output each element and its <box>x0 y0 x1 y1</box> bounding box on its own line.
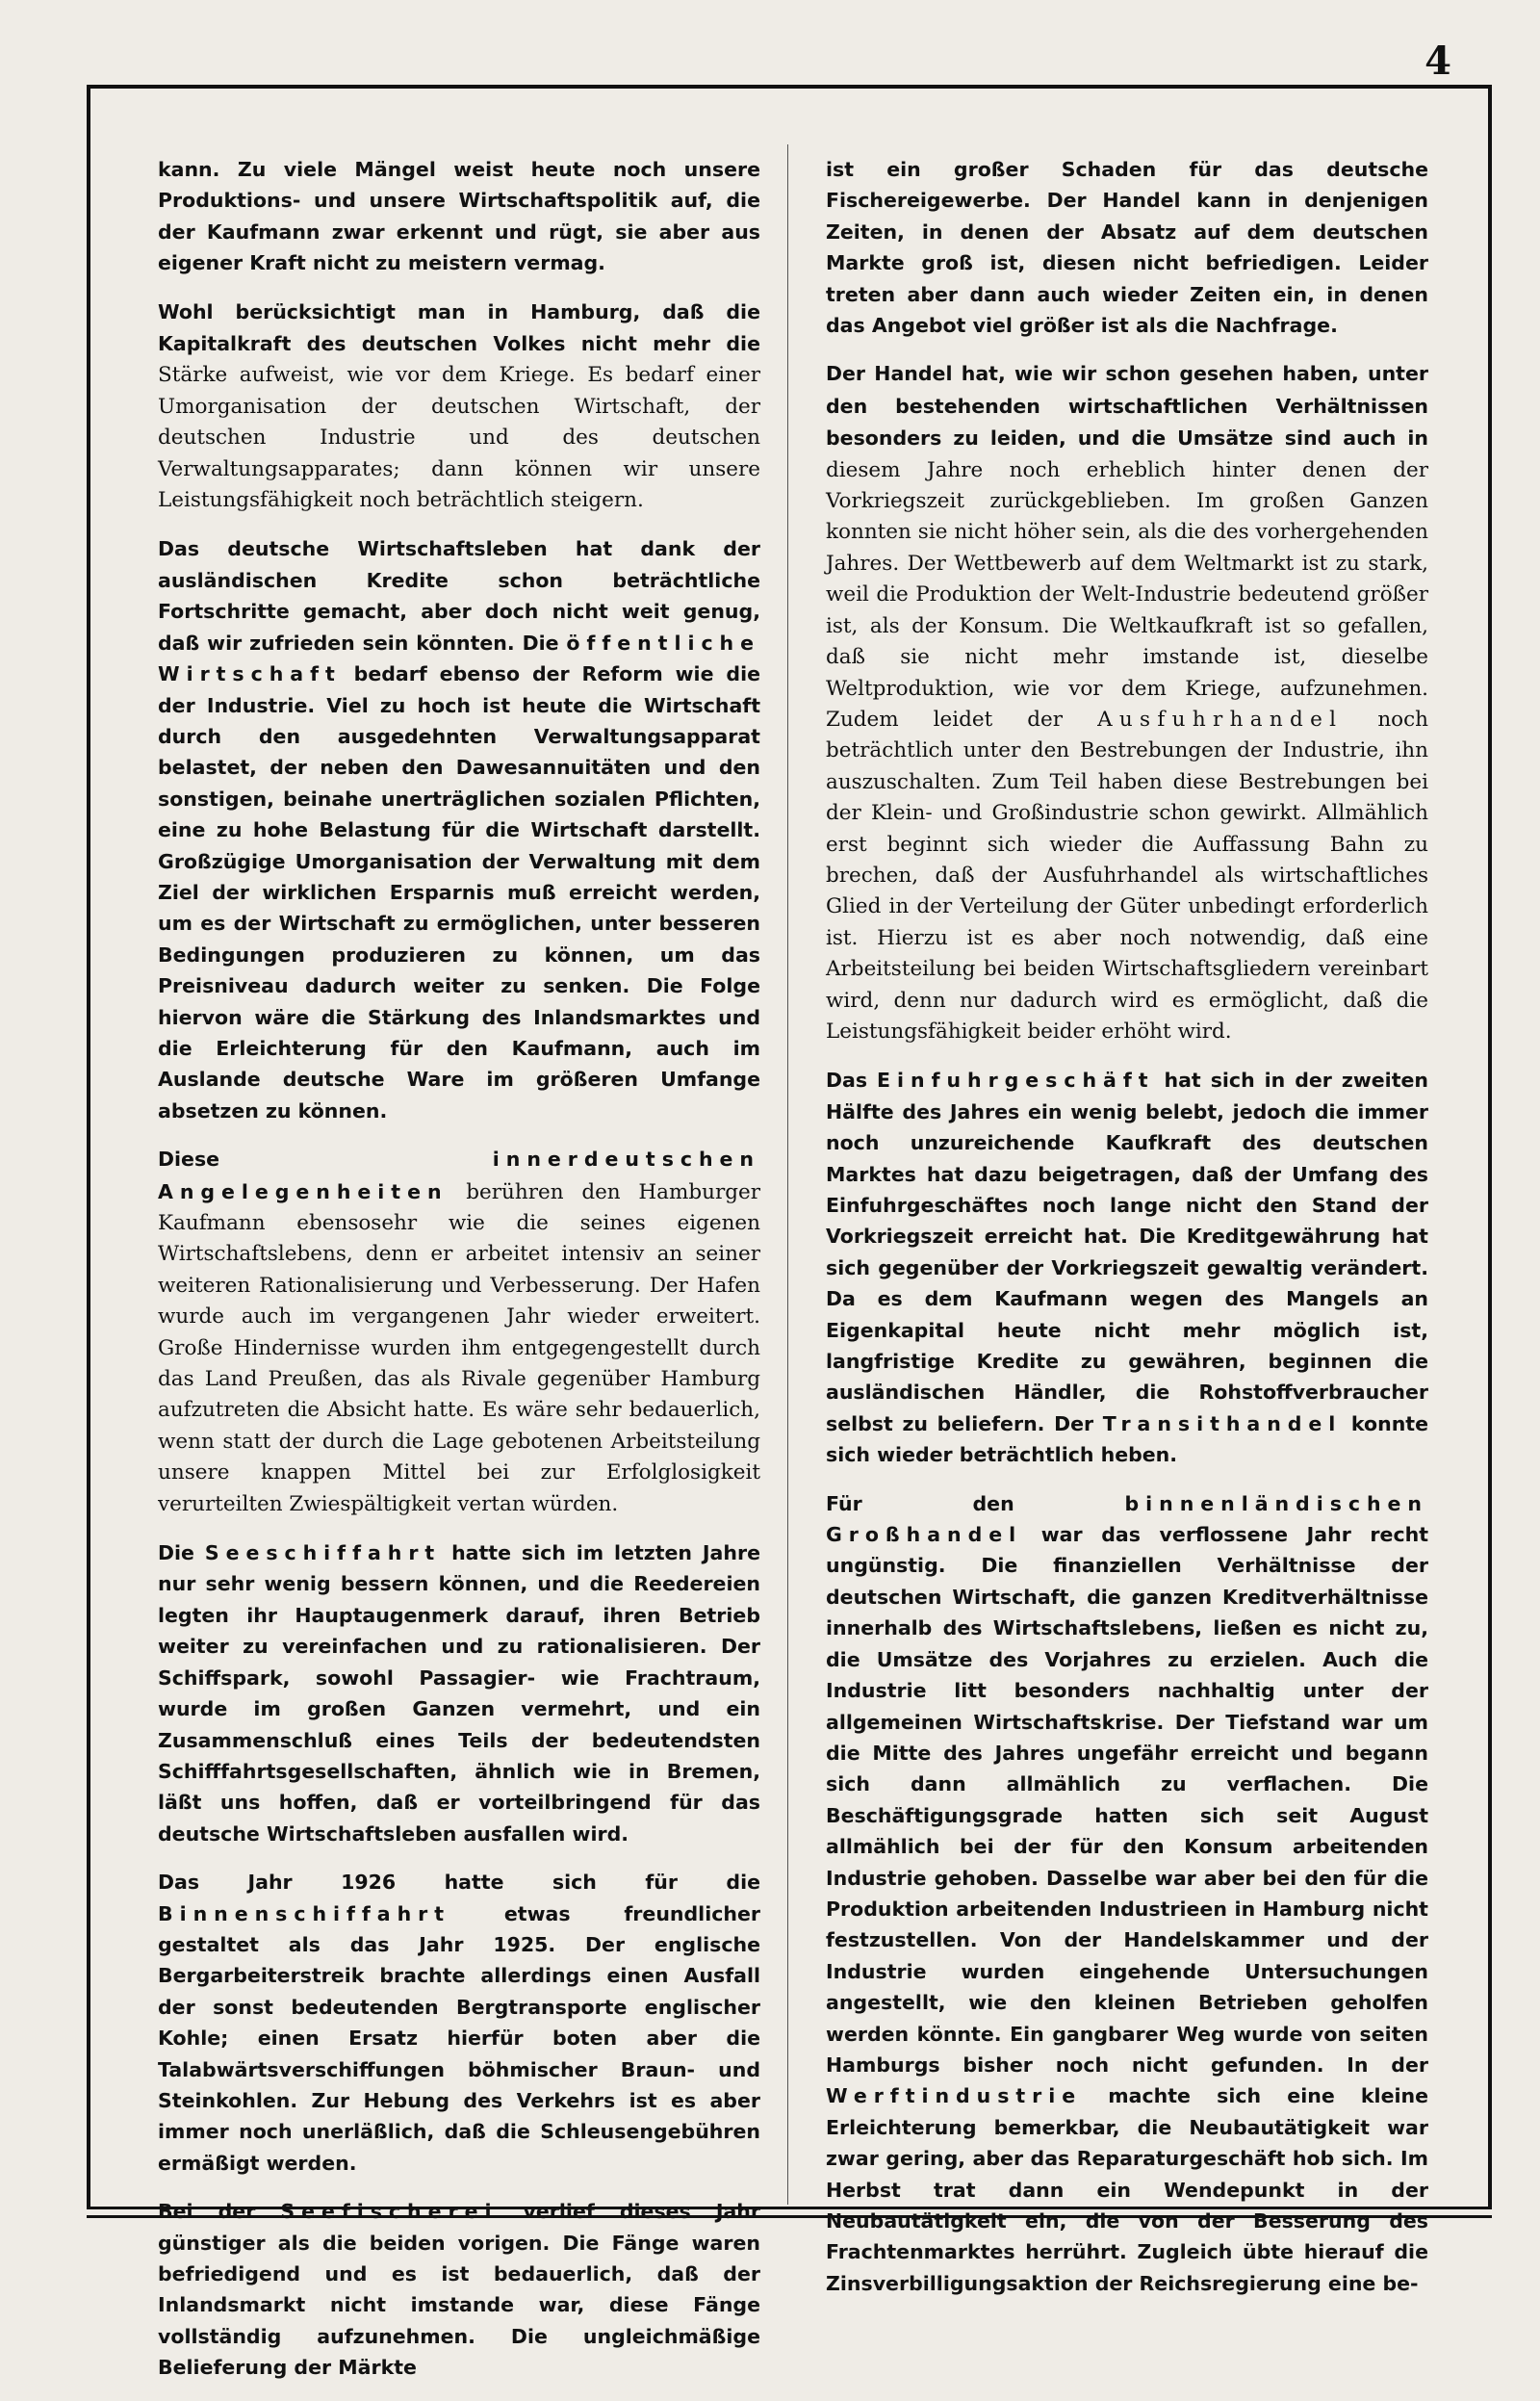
paragraph <box>158 297 760 517</box>
emphasized-term: Seeschiffahrt <box>204 1541 442 1565</box>
text: Diese <box>158 1148 493 1172</box>
text: berühren den Hamburger Kaufmann ebensosehr wie die seines eigenen Wirtschaftslebens, denn er arbeitet intensiv an seiner weiteren Rationalisierung und Verbesserung. Der Hafen wurde auch im vergangenen Jahr wieder erweitert. Große Hindernisse wurden ihm entgegengestellt durch das Land Preußen, das als Rivale gegenüber Hamburg aufzutreten die Absicht hatte. Es wäre sehr bedauerlich, wenn statt der durch die Lage gebotenen Arbeitsteilung unsere knappen Mittel bei zur Erfolglosigkeit verurteilten Zwiespältigkeit vertan würden. <box>158 1179 760 1516</box>
text: hatte sich im letzten Jahre nur sehr wenig bessern können, und die Reedereien legten ihr Hauptaugenmerk darauf, ihren Betrieb weiter zu vereinfachen und zu rationalisieren. Der Schiffspark, sowohl Passagier- wie Frachtraum, wurde im großen Ganzen vermehrt, und ein Zusammenschluß eines Teils der bedeutendsten Schifffahrtsgesellschaften, ähnlich wie in Bremen, läßt uns hoffen, daß er vorteilbringend für das deutsche Wirtschaftsleben ausfallen wird. <box>158 1541 760 1846</box>
emphasized-term: öffentliche Wirtschaft <box>158 631 760 686</box>
page-number: 4 <box>1424 39 1451 84</box>
text: war das verflossene Jahr recht ungünstig. Die finanziellen Verhältnisse der deutschen Wirtschaft, die ganzen Kreditverhältnisse innerhalb des Wirtschaftslebens, ließen es nicht zu, die Umsätze des Vorjahres zu erzielen. Auch die Industrie litt besonders nachhaltig unter der allgemeinen Wirtschaftskrise. Der Tiefstand war um die Mitte des Jahres ungefähr erreicht und begann sich dann allmählich zu verflachen. Die Beschäftigungsgrade hatten sich seit August allmählich bei der für den Konsum arbeitenden Industrie gehoben. Dasselbe war aber bei den für die Produktion arbeitenden Industrieen in Hamburg nicht festzustellen. Von der Handelskammer und der Industrie wurden eingehende Untersuchungen angestellt, wie den kleinen Betrieben geholfen werden könnte. Ein gangbarer Weg wurde von seiten Hamburgs bisher noch nicht gefunden. In der <box>826 1523 1428 2077</box>
text: Stärke aufweist, wie vor dem Kriege. Es bedarf einer Umorganisation der deutschen Wirtschaft, der deutschen Industrie und des deutschen Verwaltungsapparates; dann können wir unsere Leistungsfähigkeit noch beträchtlich steigern. <box>158 363 760 513</box>
text: kann. Zu viele Mängel weist heute noch unsere Produktions- und unsere Wirtschaftspolitik auf, die der Kaufmann zwar erkennt und rügt, sie aber aus eigener Kraft nicht zu meistern vermag. <box>158 158 760 275</box>
right-column <box>826 154 1428 2316</box>
text: konnte sich wieder beträchtlich heben. <box>826 1411 1428 1467</box>
emphasized-term: innerdeutschen Angelegenheiten <box>158 1148 760 1203</box>
text: hat sich in der zweiten Hälfte des Jahres ein wenig belebt, jedoch die immer noch unzureichende Kaufkraft des deutschen Marktes hat dazu beigetragen, daß der Umfang des Einfuhrgeschäftes noch lange nicht den Stand der Vorkriegszeit erreicht hat. Die Kreditgewährung hat sich gegenüber der Vorkriegszeit gewaltig verändert. Da es dem Kaufmann wegen des Mangels an Eigenkapital heute nicht mehr möglich ist, langfristige Kredite zu gewähren, beginnen die ausländischen Händler, die Rohstoffverbraucher selbst zu beliefern. Der <box>826 1069 1428 1435</box>
text: Der Handel hat, wie wir schon gesehen haben, unter den bestehenden wirtschaftlichen Verhältnissen besonders zu leiden, und die Umsätze sind auch in <box>826 362 1428 451</box>
text: machte sich eine kleine Erleichterung bemerkbar, die Neubautätigkeit war zwar gering, aber das Reparaturgeschäft hob sich. Im Herbst trat dann ein Wendepunkt in der Neubautätigkeit ein, die von der Besserung des Frachtenmarktes herrührt. Zugleich übte hierauf die Zinsverbilligungsaktion der Reichsregierung eine be- <box>826 2084 1428 2295</box>
paragraph <box>158 1144 760 1520</box>
text: Für den <box>826 1491 1125 1515</box>
text: Das deutsche Wirtschaftsleben hat dank der ausländischen Kredite schon beträchtliche Fortschritte gemacht, aber doch nicht weit genug, daß wir zufrieden sein könnten. Die <box>158 537 760 655</box>
paragraph <box>826 1065 1428 1470</box>
paragraph <box>158 154 760 279</box>
text: noch beträchtlich unter den Bestrebungen der Industrie, ihn auszuschalten. Zum Teil haben diese Bestrebungen bei der Klein- und Großindustrie schon gewirkt. Allmählich erst beginnt sich wieder die Auffassung Bahn zu brechen, daß der Ausfuhrhandel als wirtschaftliches Glied in der Verteilung der Güter unbedingt erforderlich ist. Hierzu ist es aber noch notwendig, daß eine Arbeitsteilung bei beiden Wirtschaftsgliedern vereinbart wird, denn nur dadurch wird es ermöglicht, daß die Leistungsfähigkeit beider erhöht wird. <box>826 707 1429 1044</box>
text: etwas freundlicher gestaltet als das Jahr 1925. Der englische Bergarbeiterstreik brachte allerdings einen Ausfall der sonst bedeutenden Bergtransporte englischer Kohle; einen Ersatz hierfür boten aber die Talabwärtsverschiffungen böhmischer Braun- und Steinkohlen. Zur Hebung des Verkehrs ist es aber immer noch unerläßlich, daß die Schleusengebühren ermäßigt werden. <box>158 1901 760 2175</box>
paragraph <box>158 2196 760 2383</box>
paragraph <box>158 533 760 1126</box>
emphasized-term: Transithandel <box>1102 1411 1343 1435</box>
paragraph <box>826 154 1428 341</box>
text: Das <box>826 1069 878 1093</box>
emphasized-term: Seefischerei <box>280 2200 499 2224</box>
paragraph <box>826 358 1428 1047</box>
emphasized-term: binnenländischen Großhandel <box>826 1491 1428 1547</box>
paragraph <box>158 1867 760 2179</box>
text: verlief dieses Jahr günstiger als die beiden vorigen. Die Fänge waren befriedigend und es ist bedauerlich, daß der Inlandsmarkt nicht imstande war, diese Fänge vollständig aufzunehmen. Die ungleichmäßige Belieferung der Märkte <box>158 2200 760 2380</box>
text: diesem Jahre noch erheblich hinter denen der Vorkriegszeit zurückgeblieben. Im großen Ganzen konnten sie nicht höher sein, als die des vorhergehenden Jahres. Der Wettbewerb auf dem Weltmarkt ist zu stark, weil die Produktion der Welt-Industrie bedeutend größer ist, als der Konsum. Die Weltkaufkraft ist so gefallen, daß sie nicht mehr imstande ist, dieselbe Weltproduktion, wie vor dem Kriege, aufzunehmen. Zudem leidet der <box>826 457 1428 732</box>
paragraph <box>826 1488 1428 2300</box>
text: Die <box>158 1541 205 1565</box>
text: bedarf ebenso der Reform wie die der Industrie. Viel zu hoch ist heute die Wirtschaft durch den ausgedehnten Verwaltungsapparat belastet, der neben den Dawesannuitäten und den sonstigen, beinahe unerträglichen sozialen Pflichten, eine zu hohe Belastung für die Wirtschaft darstellt. Großzügige Umorganisation der Verwaltung mit dem Ziel der wirklichen Ersparnis muß erreicht werden, um es der Wirtschaft zu ermöglichen, unter besseren Bedingungen produzieren zu können, um das Preisniveau dadurch weiter zu senken. Die Folge hiervon wäre die Stärkung des Inlandsmarktes und die Erleichterung für den Kaufmann, auch im Auslande deutsche Ware im größeren Umfange absetzen zu können. <box>158 662 760 1123</box>
emphasized-term: Einfuhrgeschäft <box>877 1069 1155 1093</box>
emphasized-term: Binnenschiffahrt <box>158 1901 451 1925</box>
left-column <box>158 154 760 2401</box>
text: Das Jahr 1926 hatte sich für die <box>158 1871 760 1895</box>
text: Bei der <box>158 2200 281 2224</box>
text: ist ein großer Schaden für das deutsche Fischereigewerbe. Der Handel kann in denjenigen Zeiten, in denen der Absatz auf dem deutschen Markte groß ist, diesen nicht befriedigen. Leider treten aber dann auch wieder Zeiten ein, in denen das Angebot viel größer ist als die Nachfrage. <box>826 158 1428 338</box>
emphasized-term: Ausfuhrhandel <box>1097 707 1344 732</box>
paragraph <box>158 1537 760 1849</box>
text: Wohl berücksichtigt man in Hamburg, daß die Kapitalkraft des deutschen Volkes nicht mehr die <box>158 299 760 356</box>
emphasized-term: Werftindustrie <box>826 2084 1083 2108</box>
column-divider <box>787 144 788 2205</box>
